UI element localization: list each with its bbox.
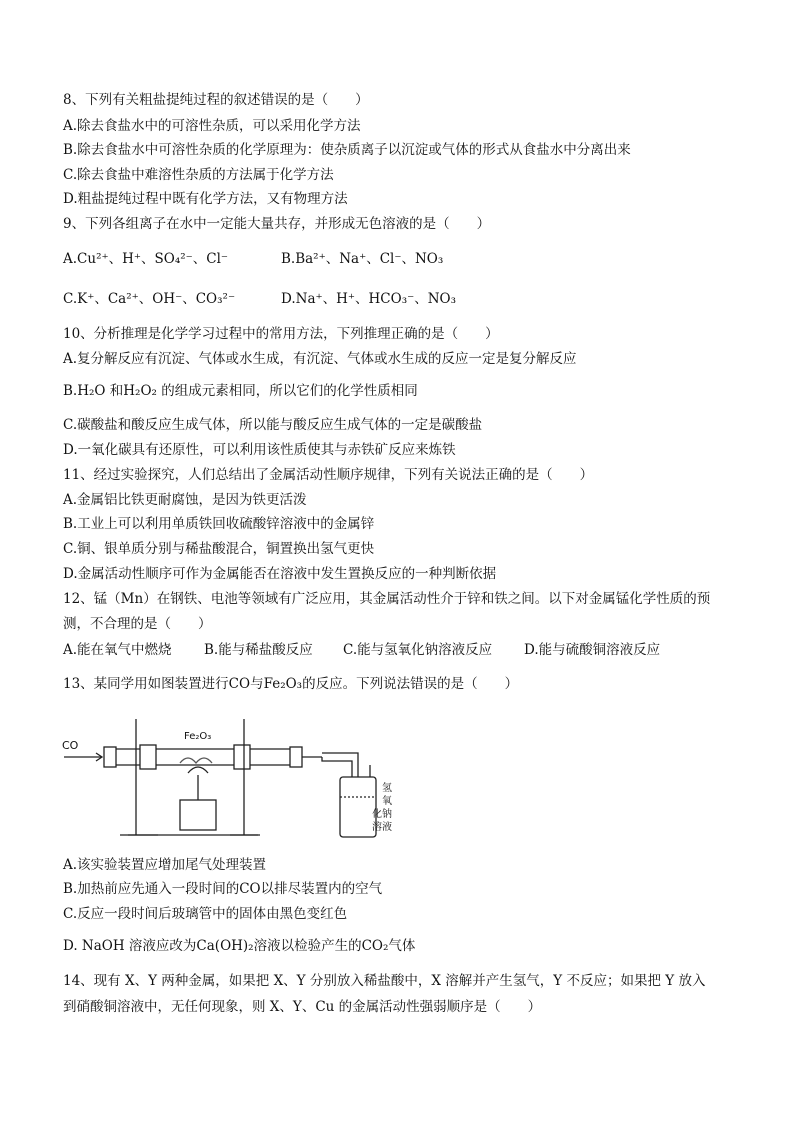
q11-option-a: A.金属铝比铁更耐腐蚀，是因为铁更活泼 xyxy=(63,492,307,508)
apparatus-diagram xyxy=(60,705,400,845)
q8-option-d: D.粗盐提纯过程中既有化学方法，又有物理方法 xyxy=(63,191,348,207)
q10-stem: 10、分析推理是化学学习过程中的常用方法，下列推理正确的是（ ） xyxy=(63,326,499,342)
naoh-label-2: 氧 xyxy=(382,796,392,807)
q13-option-a: A.该实验装置应增加尾气处理装置 xyxy=(63,857,267,873)
q14-line1: 14、现有 X、Y 两种金属，如果把 X、Y 分别放入稀盐酸中，X 溶解并产生氢气，Y 不反应；如果把 Y 放入 xyxy=(63,973,706,989)
q11-stem: 11、经过实验探究，人们总结出了金属活动性顺序规律，下列有关说法正确的是（ ） xyxy=(63,467,594,483)
q12-stem-line2: 测，不合理的是（ ） xyxy=(63,616,212,632)
q8-option-b: B.除去食盐水中可溶性杂质的化学原理为：使杂质离子以沉淀或气体的形式从食盐水中分离出来 xyxy=(63,142,631,158)
q12-option-d: D.能与硫酸铜溶液反应 xyxy=(524,642,661,658)
q9-option-d: D.Na⁺、H⁺、HCO₃⁻、NO₃ xyxy=(281,291,457,307)
q10-option-c: C.碳酸盐和酸反应生成气体，所以能与酸反应生成气体的一定是碳酸盐 xyxy=(63,417,483,433)
q13-option-b: B.加热前应先通入一段时间的CO以排尽装置内的空气 xyxy=(63,881,383,897)
q11-option-d: D.金属活动性顺序可作为金属能否在溶液中发生置换反应的一种判断依据 xyxy=(63,566,497,582)
q10-option-a: A.复分解反应有沉淀、气体或水生成，有沉淀、气体或水生成的反应一定是复分解反应 xyxy=(63,351,577,367)
q12-option-c: C.能与氢氧化钠溶液反应 xyxy=(343,642,493,658)
q9-option-a: A.Cu²⁺、H⁺、SO₄²⁻、Cl⁻ xyxy=(63,251,229,267)
q8-option-a: A.除去食盐水中的可溶性杂质，可以采用化学方法 xyxy=(63,118,361,134)
q11-option-b: B.工业上可以利用单质铁回收硫酸锌溶液中的金属锌 xyxy=(63,516,375,532)
q13-stem: 13、某同学用如图装置进行CO与Fe₂O₃的反应。下列说法错误的是（ ） xyxy=(63,676,519,692)
q13-option-d: D. NaOH 溶液应改为Ca(OH)₂溶液以检验产生的CO₂气体 xyxy=(63,938,416,954)
q9-stem: 9、下列各组离子在水中一定能大量共存，并形成无色溶液的是（ ） xyxy=(63,216,491,232)
q9-option-b: B.Ba²⁺、Na⁺、Cl⁻、NO₃ xyxy=(281,251,444,267)
q12-option-b: B.能与稀盐酸反应 xyxy=(204,642,313,658)
q9-option-c: C.K⁺、Ca²⁺、OH⁻、CO₃²⁻ xyxy=(63,291,236,307)
fe2o3-label: Fe₂O₃ xyxy=(184,731,212,742)
q8-option-c: C.除去食盐中难溶性杂质的方法属于化学方法 xyxy=(63,167,334,183)
co-label: CO xyxy=(62,739,79,752)
q12-option-a: A.能在氧气中燃烧 xyxy=(63,642,172,658)
q10-option-b: B.H₂O 和H₂O₂ 的组成元素相同，所以它们的化学性质相同 xyxy=(63,383,418,399)
naoh-label-3: 化钠 xyxy=(372,809,392,820)
naoh-label-4: 溶液 xyxy=(372,822,392,833)
q12-stem-line1: 12、锰（Mn）在钢铁、电池等领域有广泛应用，其金属活动性介于锌和铁之间。以下对金属锰化学性质的预 xyxy=(63,591,711,607)
q10-option-d: D.一氧化碳具有还原性，可以利用该性质使其与赤铁矿反应来炼铁 xyxy=(63,442,456,458)
naoh-label-1: 氢 xyxy=(382,783,392,794)
q13-option-c: C.反应一段时间后玻璃管中的固体由黑色变红色 xyxy=(63,906,348,922)
q11-option-c: C.铜、银单质分别与稀盐酸混合，铜置换出氢气更快 xyxy=(63,541,375,557)
q14-line2: 到硝酸铜溶液中，无任何现象，则 X、Y、Cu 的金属活动性强弱顺序是（ ） xyxy=(63,999,542,1015)
q8-stem: 8、下列有关粗盐提纯过程的叙述错误的是（ ） xyxy=(63,92,369,108)
